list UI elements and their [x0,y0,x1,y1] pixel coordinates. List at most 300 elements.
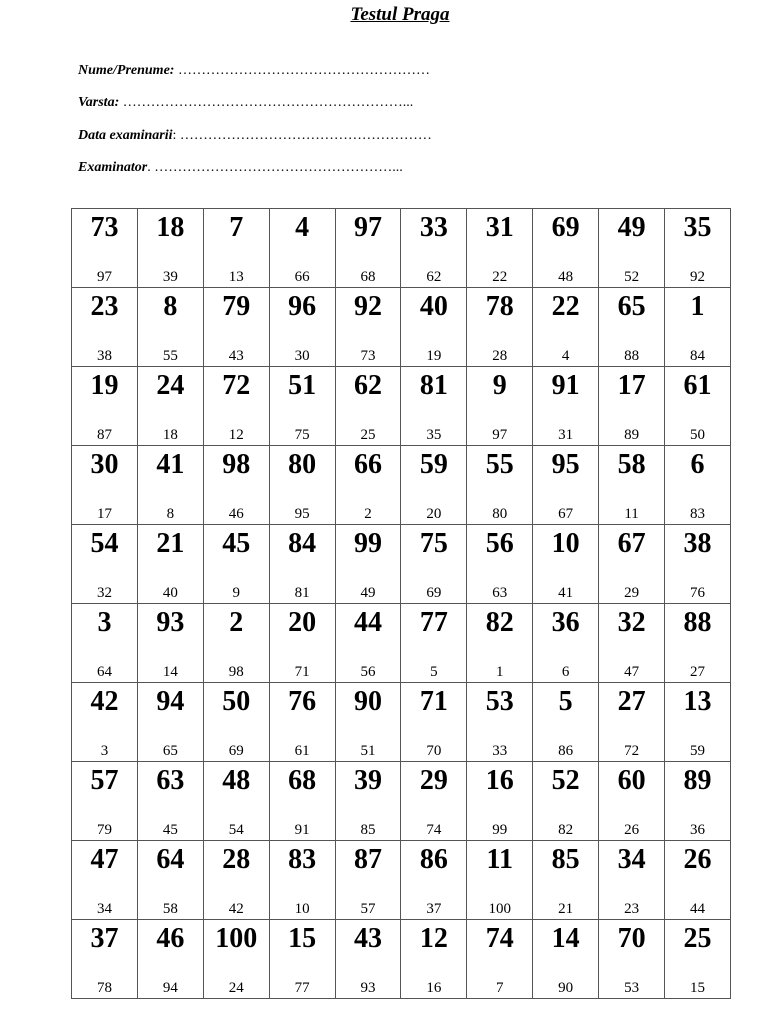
grid-cell [335,367,401,446]
grid-cell [401,367,467,446]
cell-main-number: 74 [485,923,514,954]
grid-cell [72,525,138,604]
cell-small-number: 1 [496,664,504,680]
cell-small-number: 39 [162,269,178,285]
cell-main-number: 2 [229,607,244,638]
cell-small-number: 52 [624,269,640,285]
cell-main-number: 19 [90,370,119,401]
cell-main-number: 26 [683,844,712,875]
grid-cell [72,288,138,367]
grid-cell [72,762,138,841]
cell-small-number: 97 [492,427,508,443]
grid-cell [599,762,665,841]
cell-small-number: 66 [294,269,310,285]
cell-main-number: 21 [156,528,185,559]
cell-main-number: 69 [551,212,580,243]
grid-cell [599,367,665,446]
grid-cell [203,920,269,999]
cell-small-number: 90 [558,980,574,996]
cell-main-number: 91 [551,370,580,401]
cell-small-number: 14 [162,664,178,680]
grid-cell [599,920,665,999]
cell-main-number: 29 [419,765,448,796]
grid-cell [137,288,203,367]
grid-cell [137,367,203,446]
grid-row [72,446,731,525]
cell-main-number: 60 [617,765,646,796]
cell-main-number: 47 [90,844,119,875]
grid-cell [335,525,401,604]
cell-main-number: 41 [156,449,185,480]
cell-small-number: 43 [228,348,244,364]
grid-cell [335,762,401,841]
cell-main-number: 17 [617,370,646,401]
cell-main-number: 61 [683,370,712,401]
cell-small-number: 30 [294,348,310,364]
cell-main-number: 86 [419,844,448,875]
cell-small-number: 68 [360,269,376,285]
cell-small-number: 69 [426,585,442,601]
cell-small-number: 20 [426,506,442,522]
cell-small-number: 22 [492,269,508,285]
cell-small-number: 65 [162,743,178,759]
cell-main-number: 40 [419,291,448,322]
cell-small-number: 76 [690,585,705,601]
grid-cell [137,841,203,920]
grid-cell [599,288,665,367]
cell-main-number: 92 [354,291,382,322]
cell-main-number: 94 [156,686,185,717]
cell-main-number: 9 [492,370,507,401]
grid-cell [203,841,269,920]
grid-cell [137,446,203,525]
cell-main-number: 75 [419,528,448,559]
grid-cell [401,525,467,604]
age-field-label: Varsta: [78,95,120,111]
grid-row [72,288,731,367]
cell-small-number: 93 [360,980,376,996]
grid-cell [467,209,533,288]
grid-cell [533,209,599,288]
cell-small-number: 33 [492,743,508,759]
grid-cell [269,367,335,446]
cell-main-number: 37 [90,923,119,954]
cell-main-number: 62 [354,370,382,401]
cell-small-number: 73 [360,348,376,364]
cell-small-number: 21 [558,901,574,917]
cell-small-number: 32 [96,585,112,601]
cell-main-number: 89 [683,765,712,796]
grid-cell [269,209,335,288]
cell-main-number: 95 [551,449,580,480]
cell-small-number: 58 [162,901,178,917]
cell-main-number: 10 [551,528,580,559]
cell-main-number: 3 [97,607,112,638]
grid-row [72,604,731,683]
cell-small-number: 42 [228,901,244,917]
cell-main-number: 58 [617,449,646,480]
cell-main-number: 67 [617,528,646,559]
cell-small-number: 85 [360,822,376,838]
cell-main-number: 28 [222,844,251,875]
cell-main-number: 81 [419,370,448,401]
cell-small-number: 45 [162,822,178,838]
cell-main-number: 34 [617,844,646,875]
cell-small-number: 81 [294,585,310,601]
grid-cell [137,762,203,841]
cell-small-number: 57 [360,901,376,917]
cell-main-number: 71 [419,686,448,717]
cell-small-number: 10 [294,901,310,917]
cell-main-number: 76 [288,686,317,717]
grid-cell [665,920,731,999]
cell-small-number: 79 [96,822,112,838]
cell-small-number: 3 [100,743,109,759]
cell-small-number: 62 [426,269,442,285]
exam-date-field[interactable] [78,125,432,157]
cell-small-number: 37 [426,901,442,917]
cell-small-number: 69 [228,743,244,759]
grid-cell [467,920,533,999]
cell-small-number: 77 [294,980,310,996]
cell-main-number: 82 [485,607,514,638]
cell-main-number: 6 [690,449,705,480]
cell-small-number: 83 [690,506,705,522]
cell-main-number: 54 [90,528,119,559]
grid-cell [599,841,665,920]
grid-cell [72,920,138,999]
cell-small-number: 63 [492,585,508,601]
cell-small-number: 75 [294,427,310,443]
cell-main-number: 46 [156,923,185,954]
cell-small-number: 86 [558,743,574,759]
grid-cell [533,446,599,525]
cell-small-number: 5 [430,664,438,680]
grid-row [72,367,731,446]
cell-main-number: 24 [156,370,185,401]
exam-date-field-dots[interactable]: : ……………………………………………… [172,127,432,143]
grid-cell [665,367,731,446]
grid-cell [269,920,335,999]
cell-small-number: 80 [492,506,508,522]
grid-cell [269,604,335,683]
cell-main-number: 16 [485,765,514,796]
cell-small-number: 18 [162,427,178,443]
cell-small-number: 94 [162,980,178,996]
grid-cell [599,209,665,288]
cell-main-number: 31 [485,212,514,243]
grid-cell [665,762,731,841]
grid-cell [203,683,269,762]
cell-main-number: 80 [288,449,317,480]
cell-main-number: 32 [617,607,646,638]
cell-small-number: 40 [162,585,178,601]
exam-date-field-label: Data examinarii [78,127,173,143]
cell-small-number: 47 [624,664,640,680]
grid-row [72,683,731,762]
grid-cell [269,288,335,367]
cell-small-number: 25 [360,427,376,443]
cell-small-number: 9 [232,585,240,601]
cell-main-number: 56 [485,528,514,559]
grid-cell [599,604,665,683]
cell-main-number: 96 [288,291,317,322]
grid-cell [665,209,731,288]
grid-cell [665,683,731,762]
grid-cell [401,446,467,525]
grid-cell [137,604,203,683]
cell-small-number: 51 [360,743,376,759]
cell-main-number: 77 [419,607,448,638]
cell-main-number: 100 [215,923,258,954]
cell-main-number: 27 [617,686,646,717]
cell-small-number: 7 [496,980,504,996]
cell-main-number: 13 [683,686,712,717]
cell-small-number: 41 [558,585,574,601]
cell-small-number: 99 [492,822,508,838]
grid-cell [467,841,533,920]
cell-main-number: 78 [485,291,514,322]
grid-row [72,525,731,604]
cell-small-number: 24 [228,980,244,996]
cell-small-number: 12 [228,427,244,443]
cell-main-number: 85 [551,844,580,875]
grid-cell [72,367,138,446]
grid-cell [335,209,401,288]
cell-small-number: 91 [294,822,310,838]
form-fields [78,60,432,189]
cell-small-number: 100 [488,901,512,917]
grid-cell [401,288,467,367]
cell-small-number: 13 [228,269,244,285]
grid-cell [269,841,335,920]
cell-small-number: 64 [96,664,112,680]
grid-cell [665,525,731,604]
cell-small-number: 8 [166,506,175,522]
cell-small-number: 55 [162,348,178,364]
cell-main-number: 66 [354,449,382,480]
cell-small-number: 67 [558,506,574,522]
cell-small-number: 70 [426,743,442,759]
cell-small-number: 89 [624,427,640,443]
cell-main-number: 93 [156,607,185,638]
cell-small-number: 49 [360,585,376,601]
cell-small-number: 88 [624,348,640,364]
cell-small-number: 56 [360,664,376,680]
cell-small-number: 2 [364,506,372,522]
cell-main-number: 36 [551,607,580,638]
cell-small-number: 31 [558,427,574,443]
cell-small-number: 53 [624,980,640,996]
age-field[interactable] [78,92,432,124]
cell-small-number: 15 [690,980,705,996]
grid-cell [665,604,731,683]
cell-main-number: 49 [617,212,646,243]
cell-main-number: 99 [354,528,382,559]
cell-main-number: 57 [90,765,119,796]
grid-cell [599,525,665,604]
grid-row [72,920,731,999]
grid-cell [72,446,138,525]
cell-small-number: 71 [294,664,310,680]
cell-main-number: 90 [354,686,382,717]
grid-cell [467,288,533,367]
grid-cell [335,446,401,525]
grid-cell [335,683,401,762]
cell-main-number: 88 [683,607,712,638]
examiner-field-label: Examinator [78,159,148,175]
grid-cell [533,288,599,367]
cell-main-number: 70 [617,923,646,954]
cell-small-number: 36 [690,822,705,838]
grid-cell [467,525,533,604]
grid-cell [401,209,467,288]
age-field-dots[interactable]: ……………………………………………………... [119,95,414,111]
cell-main-number: 97 [354,212,382,243]
grid-cell [335,841,401,920]
cell-small-number: 34 [96,901,112,917]
cell-small-number: 74 [426,822,442,838]
grid-cell [467,446,533,525]
grid-cell [72,209,138,288]
cell-main-number: 35 [683,212,712,243]
grid-cell [533,841,599,920]
grid-cell [203,525,269,604]
cell-small-number: 6 [561,664,570,680]
grid-cell [203,367,269,446]
cell-small-number: 11 [624,506,639,522]
grid-cell [401,762,467,841]
cell-main-number: 87 [354,844,382,875]
number-grid [71,208,731,999]
cell-main-number: 30 [90,449,119,480]
name-field-dots[interactable]: ……………………………………………… [174,63,430,78]
cell-small-number: 35 [426,427,442,443]
grid-cell [72,683,138,762]
grid-cell [335,604,401,683]
grid-cell [533,367,599,446]
grid-row [72,841,731,920]
cell-small-number: 19 [426,348,442,364]
cell-main-number: 79 [222,291,251,322]
grid-row [72,209,731,288]
cell-small-number: 27 [690,664,705,680]
grid-cell [203,604,269,683]
cell-small-number: 4 [561,348,570,364]
grid-cell [137,920,203,999]
cell-small-number: 17 [96,506,112,522]
grid-cell [599,683,665,762]
cell-main-number: 42 [90,686,119,717]
grid-cell [467,367,533,446]
number-grid-body [72,209,731,999]
grid-cell [533,683,599,762]
cell-main-number: 15 [288,923,317,954]
grid-cell [401,920,467,999]
grid-cell [401,683,467,762]
cell-main-number: 43 [354,923,382,954]
cell-main-number: 39 [354,765,382,796]
grid-cell [137,683,203,762]
grid-cell [467,762,533,841]
grid-cell [599,446,665,525]
cell-small-number: 46 [228,506,244,522]
grid-cell [401,841,467,920]
grid-cell [533,920,599,999]
examiner-field-dots[interactable]: . ……………………………………………... [147,159,403,175]
grid-row [72,762,731,841]
grid-cell [467,604,533,683]
cell-small-number: 95 [294,506,310,522]
cell-small-number: 38 [96,348,112,364]
cell-small-number: 23 [624,901,640,917]
cell-main-number: 65 [617,291,646,322]
cell-main-number: 73 [90,212,119,243]
cell-small-number: 26 [624,822,640,838]
cell-small-number: 44 [690,901,705,917]
cell-main-number: 11 [486,844,514,875]
cell-main-number: 55 [485,449,514,480]
grid-cell [533,762,599,841]
grid-cell [269,525,335,604]
grid-cell [72,604,138,683]
grid-cell [665,446,731,525]
cell-main-number: 48 [222,765,251,796]
cell-main-number: 7 [229,212,244,243]
name-field[interactable] [78,60,432,92]
grid-cell [533,604,599,683]
cell-main-number: 52 [551,765,580,796]
grid-cell [665,841,731,920]
examiner-field[interactable] [78,157,432,189]
cell-small-number: 50 [690,427,705,443]
grid-cell [401,604,467,683]
grid-cell [72,841,138,920]
cell-main-number: 98 [222,449,251,480]
cell-main-number: 23 [90,291,119,322]
cell-main-number: 44 [354,607,382,638]
grid-cell [203,762,269,841]
cell-small-number: 82 [558,822,574,838]
cell-small-number: 29 [624,585,640,601]
grid-cell [665,288,731,367]
grid-cell [137,209,203,288]
cell-main-number: 20 [288,607,317,638]
cell-small-number: 97 [96,269,112,285]
cell-small-number: 59 [690,743,705,759]
cell-main-number: 1 [690,291,705,322]
cell-main-number: 5 [558,686,573,717]
cell-small-number: 28 [492,348,508,364]
grid-cell [137,525,203,604]
cell-main-number: 25 [683,923,712,954]
cell-main-number: 45 [222,528,251,559]
grid-cell [467,683,533,762]
cell-main-number: 83 [288,844,317,875]
cell-small-number: 16 [426,980,442,996]
cell-small-number: 48 [558,269,574,285]
grid-cell [269,762,335,841]
cell-main-number: 14 [551,923,580,954]
cell-main-number: 12 [419,923,448,954]
grid-cell [269,446,335,525]
page-title: Testul Praga [350,4,450,25]
cell-main-number: 51 [288,370,317,401]
cell-small-number: 98 [228,664,244,680]
cell-main-number: 64 [156,844,185,875]
cell-main-number: 63 [156,765,185,796]
grid-cell [203,446,269,525]
